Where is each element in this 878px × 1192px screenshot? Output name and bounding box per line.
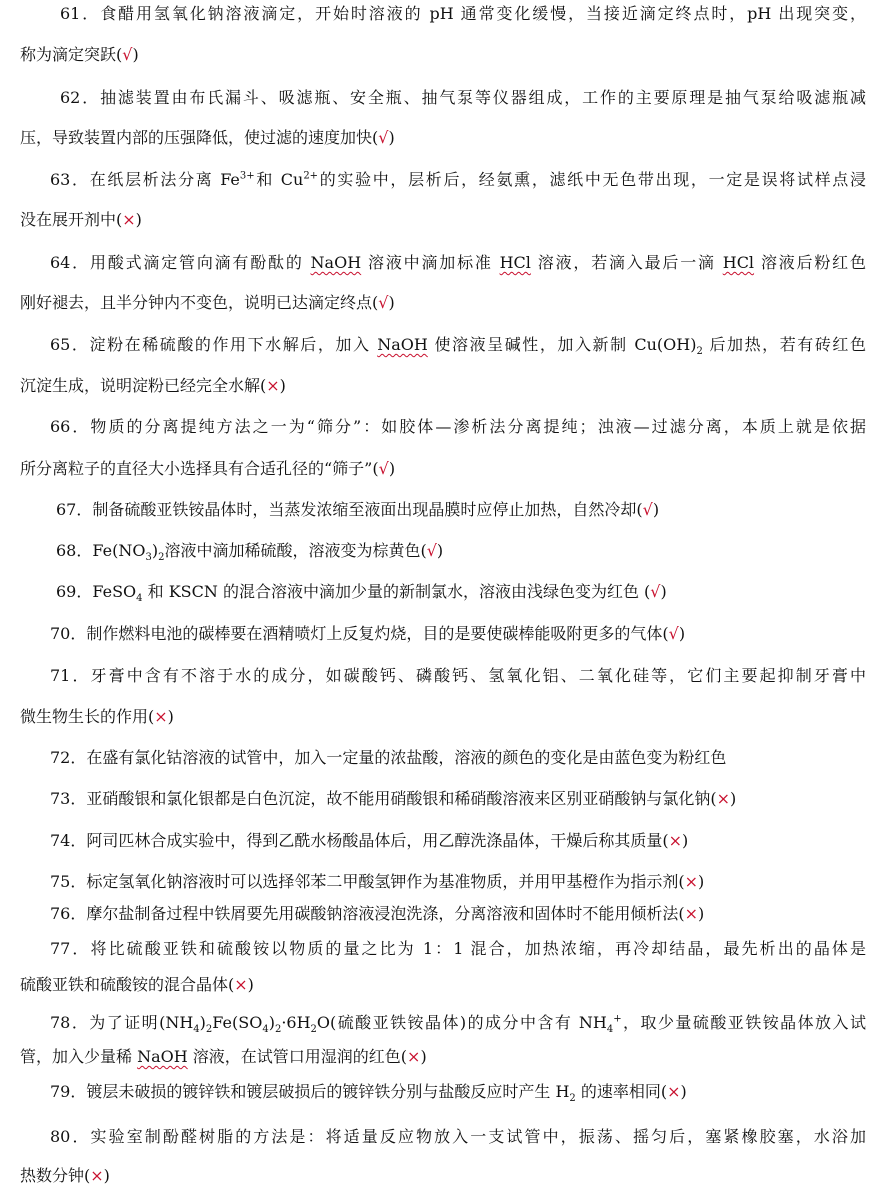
item-65-line1: 65．淀粉在稀硫酸的作用下水解后，加入 NaOH 使溶液呈碱性，加入新制 $Cu(OH)_2$ 后加热，若有砖红色 xyxy=(50,335,866,358)
item-77-line1: 77．将比硫酸亚铁和硫酸铵以物质的量之比为 1：1 混合，加热浓缩，再冷却结晶，最先析出的晶体是 xyxy=(50,939,866,958)
cross-mark: × xyxy=(668,831,683,850)
item-64-line2: 刚好褪去，且半分钟内不变色，说明已达滴定终点(√) xyxy=(20,293,395,312)
item-73: 73．亚硝酸银和氯化银都是白色沉淀，故不能用硝酸银和稀硝酸溶液来区别亚硝酸钠与氯化钠(×) xyxy=(50,789,737,808)
check-mark: √ xyxy=(378,459,389,478)
item-70: 70．制作燃料电池的碳棒要在酒精喷灯上反复灼烧，目的是要使碳棒能吸附更多的气体(√) xyxy=(50,624,686,643)
cross-mark: × xyxy=(407,1047,421,1066)
item-74: 74．阿司匹林合成实验中，得到乙酰水杨酸晶体后，用乙醇洗涤晶体，干燥后称其质量(×) xyxy=(50,831,689,850)
cross-mark: × xyxy=(684,904,699,923)
cross-mark: × xyxy=(154,707,168,726)
item-63-line2: 没在展开剂中(×) xyxy=(20,210,142,229)
item-67: 67．制备硫酸亚铁铵晶体时，当蒸发浓缩至液面出现晶膜时应停止加热，自然冷却(√) xyxy=(56,500,660,519)
cross-mark: × xyxy=(122,210,136,229)
item-72: 72．在盛有氯化钴溶液的试管中，加入一定量的浓盐酸，溶液的颜色的变化是由蓝色变为粉红色 xyxy=(50,748,727,767)
item-76: 76．摩尔盐制备过程中铁屑要先用碳酸钠溶液浸泡洗涤，分离溶液和固体时不能用倾析法(×) xyxy=(50,904,705,923)
item-65-line2: 沉淀生成，说明淀粉已经完全水解(×) xyxy=(20,376,286,395)
item-78-line1: 78．为了证明$(NH_4)_2Fe(SO_4)_2\cdot 6H_2O$(硫酸亚铁铵晶体)的成分中含有 $NH_4^+$，取少量硫酸亚铁铵晶体放入试 xyxy=(50,1013,866,1036)
check-mark: √ xyxy=(378,128,389,147)
item-64-line1: 64．用酸式滴定管向滴有酚酞的 NaOH 溶液中滴加标准 HCl 溶液，若滴入最后一滴 HCl 溶液后粉红色 xyxy=(50,253,866,272)
check-mark: √ xyxy=(668,624,679,643)
check-mark: √ xyxy=(650,582,661,601)
item-69: 69．FeSO$_4$ 和 KSCN 的混合溶液中滴加少量的新制氯水，溶液由浅绿色变为红色 (√) xyxy=(56,582,667,605)
item-79: 79．镀层未破损的镀锌铁和镀层破损后的镀锌铁分别与盐酸反应时产生 $H_2$ 的速率相同(×) xyxy=(50,1082,687,1105)
item-63-line1: 63．在纸层析法分离 $Fe^{3+}$和 $Cu^{2+}$的实验中，层析后，经氨熏，滤纸中无色带出现，一定是误将试样点浸 xyxy=(50,170,866,189)
item-68: 68．$Fe(NO_3)_2$溶液中滴加稀硫酸，溶液变为棕黄色(√) xyxy=(56,541,444,564)
item-62-line1: 62．抽滤装置由布氏漏斗、吸滤瓶、安全瓶、抽气泵等仪器组成，工作的主要原理是抽气泵给吸滤瓶减 xyxy=(60,88,866,107)
item-66-line2: 所分离粒子的直径大小选择具有合适孔径的“筛子”(√) xyxy=(20,459,396,478)
check-mark: √ xyxy=(642,500,653,519)
check-mark: √ xyxy=(426,541,437,560)
cross-mark: × xyxy=(684,872,699,891)
item-78-line2: 管，加入少量稀 NaOH 溶液，在试管口用湿润的红色(×) xyxy=(20,1047,427,1066)
cross-mark: × xyxy=(234,975,248,994)
item-61-line2: 称为滴定突跃(√) xyxy=(20,45,139,64)
item-71-line1: 71．牙膏中含有不溶于水的成分，如碳酸钙、磷酸钙、氢氧化铝、二氧化硅等，它们主要起抑制牙膏中 xyxy=(50,666,866,685)
item-71-line2: 微生物生长的作用(×) xyxy=(20,707,174,726)
item-80-line1: 80．实验室制酚醛树脂的方法是：将适量反应物放入一支试管中，振荡、摇匀后，塞紧橡胶塞，水浴加 xyxy=(50,1127,866,1146)
item-75: 75．标定氢氧化钠溶液时可以选择邻苯二甲酸氢钾作为基准物质，并用甲基橙作为指示剂(×) xyxy=(50,872,705,891)
check-mark: √ xyxy=(378,293,389,312)
cross-mark: × xyxy=(716,789,731,808)
item-61-line1: 61．食醋用氢氧化钠溶液滴定，开始时溶液的 pH 通常变化缓慢，当接近滴定终点时，pH 出现突变， xyxy=(60,4,866,23)
cross-mark: × xyxy=(266,376,280,395)
item-66-line1: 66．物质的分离提纯方法之一为“筛分”：如胶体—渗析法分离提纯；浊液—过滤分离，本质上就是依据 xyxy=(50,417,866,436)
cross-mark: × xyxy=(667,1082,681,1101)
check-mark: √ xyxy=(122,45,133,64)
item-62-line2: 压，导致装置内部的压强降低，使过滤的速度加快(√) xyxy=(20,128,395,147)
item-80-line2: 热数分钟(×) xyxy=(20,1166,110,1185)
cross-mark: × xyxy=(90,1166,104,1185)
item-77-line2: 硫酸亚铁和硫酸铵的混合晶体(×) xyxy=(20,975,254,994)
